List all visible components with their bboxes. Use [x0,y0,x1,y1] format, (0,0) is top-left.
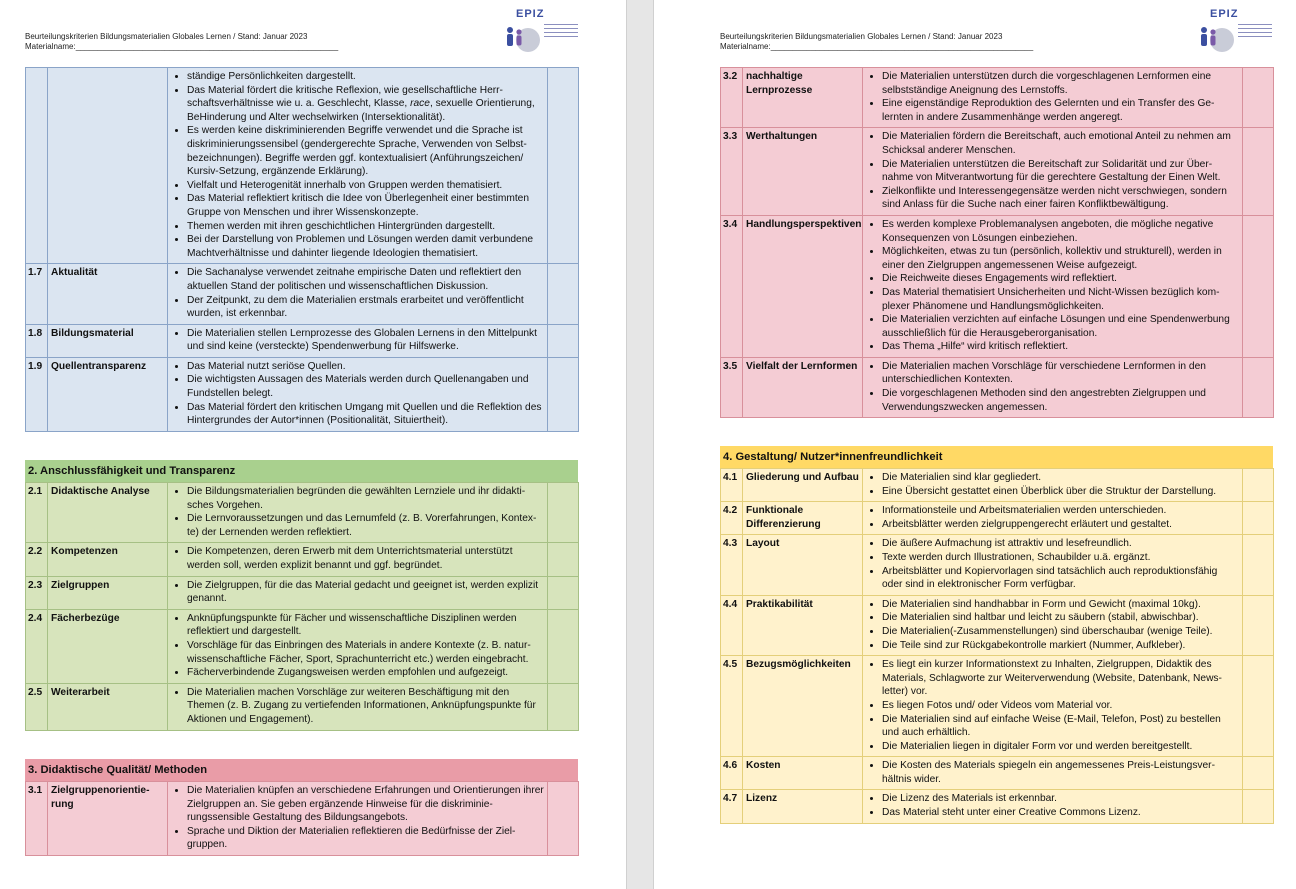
rating-cell[interactable] [548,357,579,431]
criterion-description [863,68,1243,128]
criterion-bullet: • ständige Persönlichkeiten dargestellt. [187,70,544,84]
criterion-bullet: • Die Materialien machen Vorschläge zur weiteren Beschäftigung mit den Themen (z. B. Zugang zu vertiefenden Informationen, Anknüpfungspunkte für Aktionen und Engagement). [187,686,544,727]
criterion-description [863,357,1243,417]
criterion-number: 4.4 [721,595,743,655]
criterion-name: Weiterarbeit [48,683,168,730]
criterion-row [26,357,579,431]
criterion-bullet: • Die Materialien sind handhabbar in Form und Gewicht (maximal 10kg). [882,598,1239,612]
criterion-name: Gliederung und Aufbau [743,469,863,502]
criterion-bullet: • Die Sachanalyse verwendet zeitnahe empirische Daten und reflektiert den aktuellen Stand der politischen und wissenschaftlichen Diskussion. [187,266,544,293]
rating-cell[interactable] [548,68,579,264]
criterion-bullet: • Arbeitsblätter werden zielgruppengerecht erläutert und gestaltet. [882,518,1239,532]
criterion-description [168,483,548,543]
criteria-table-section-4 [720,468,1274,824]
criterion-number: 1.7 [26,264,48,324]
criterion-row [721,790,1274,823]
criterion-name [48,68,168,264]
criterion-bullet: • Die Lizenz des Materials ist erkennbar. [882,792,1239,806]
criterion-name: Handlungsperspektiven [743,215,863,357]
criterion-bullet: • Die Materialien verzichten auf einfache Lösungen und eine Spendenwerbung ausschließlich für die Herausgeberorganisation. [882,313,1239,340]
page-header [720,32,1033,52]
criterion-bullet: • Eine eigenständige Reproduktion des Gelernten und ein Transfer des Gelernten in andere Zusammenhänge werden angeregt. [882,97,1239,124]
rating-cell[interactable] [1243,502,1274,535]
criterion-name: Fächerbezüge [48,609,168,683]
logo-text: EPIZ [1210,8,1239,20]
criterion-row [26,609,579,683]
criterion-description [168,357,548,431]
criterion-row [721,357,1274,417]
criterion-bullet: • Die Kompetenzen, deren Erwerb mit dem Unterrichtsmaterial unterstützt werden soll, werden explizit benannt und ggf. begründet. [187,545,544,572]
rating-cell[interactable] [1243,790,1274,823]
criterion-bullet: • Anknüpfungspunkte für Fächer und wissenschaftliche Disziplinen werden reflektiert und dargestellt. [187,612,544,639]
criterion-number: 2.1 [26,483,48,543]
criterion-number: 4.2 [721,502,743,535]
criterion-bullet: • Zielkonflikte und Interessengegensätze werden nicht verschwiegen, sondern sind Anlass für die Suche nach einer fairen Konfliktbewältigung. [882,185,1239,212]
criterion-number: 3.2 [721,68,743,128]
criterion-description [863,757,1243,790]
criterion-description [168,324,548,357]
rating-cell[interactable] [1243,469,1274,502]
criterion-bullet: • Fächerverbindende Zugangsweisen werden empfohlen und aufgezeigt. [187,666,544,680]
criterion-description [168,683,548,730]
criterion-description [863,535,1243,595]
criterion-bullet: • Die Materialien unterstützen durch die vorgeschlagenen Lernformen eine selbstständige Aneignung des Lernstoffs. [882,70,1239,97]
criteria-table-section-3-left [25,781,579,856]
rating-cell[interactable] [548,264,579,324]
criterion-bullet: • Informationsteile und Arbeitsmaterialien werden unterschieden. [882,504,1239,518]
criterion-name: Funktionale Differenzierung [743,502,863,535]
criterion-bullet: • Das Material reflektiert kritisch die Idee von Überlegenheit einer bestimmten Gruppe von Menschen und ihrer Wissenskonzepte. [187,192,544,219]
document-page-left [0,0,626,889]
criterion-bullet: • Arbeitsblätter und Kopiervorlagen sind tatsächlich auch reproduktionsfähig oder sind in elektronischer Form verfügbar. [882,565,1239,592]
material-name-line: Materialname:___________________________________________________________ [720,42,1034,51]
criterion-description [863,502,1243,535]
criterion-row [721,128,1274,216]
criterion-bullet: • Die Materialien sind haltbar und leicht zu säubern (stabil, abwischbar). [882,611,1239,625]
rating-cell[interactable] [548,483,579,543]
criterion-name: Kosten [743,757,863,790]
criterion-description [863,128,1243,216]
rating-cell[interactable] [1243,595,1274,655]
criterion-bullet: • Die wichtigsten Aussagen des Materials werden durch Quellenangaben und Fundstellen belegt. [187,373,544,400]
criterion-number: 4.3 [721,535,743,595]
criterion-row [721,68,1274,128]
rating-cell[interactable] [1243,68,1274,128]
criterion-name: Bezugsmöglichkeiten [743,656,863,757]
people-globe-icon [1196,20,1236,54]
criterion-name: Layout [743,535,863,595]
criterion-description [863,595,1243,655]
criterion-bullet: • Es liegt ein kurzer Informationstext zu Inhalten, Zielgruppen, Didaktik des Materials, Schlagworte zur Weiterverwendung (Website, Datenbank, Newsletter) vor. [882,658,1239,699]
criterion-row [721,469,1274,502]
logo-tagline [1238,24,1272,40]
criterion-bullet: • Sprache und Diktion der Materialien reflektieren die Bedürfnisse der Zielgruppen. [187,825,544,852]
criterion-bullet: • Vielfalt und Heterogenität innerhalb von Gruppen werden thematisiert. [187,179,544,193]
criterion-row [721,502,1274,535]
rating-cell[interactable] [1243,757,1274,790]
criterion-bullet: • Die vorgeschlagenen Methoden sind den angestrebten Zielgruppen und Verwendungszwecken angemessen. [882,387,1239,414]
criterion-number: 3.5 [721,357,743,417]
criterion-number: 1.9 [26,357,48,431]
criterion-number: 2.4 [26,609,48,683]
people-globe-icon [502,20,542,54]
criterion-number: 2.3 [26,576,48,609]
criterion-row [26,264,579,324]
logo-tagline [544,24,578,40]
criterion-bullet: • Die äußere Aufmachung ist attraktiv und lesefreundlich. [882,537,1239,551]
criterion-name: Vielfalt der Lernformen [743,357,863,417]
criterion-bullet: • Eine Übersicht gestattet einen Überblick über die Struktur der Darstellung. [882,485,1239,499]
criterion-bullet: • Die Materialien liegen in digitaler Form vor und werden bereitgestellt. [882,740,1239,754]
criterion-bullet: • Das Material fördert den kritischen Umgang mit Quellen und die Reflektion des Hintergrundes der Autor*innen (Positionalität, Situiertheit). [187,401,544,428]
criterion-number: 4.7 [721,790,743,823]
criterion-bullet: • Die Materialien sind klar gegliedert. [882,471,1239,485]
criterion-bullet: • Es werden komplexe Problemanalysen angeboten, die mögliche negative Konsequenzen von Lösungen einbeziehen. [882,218,1239,245]
rating-cell[interactable] [1243,128,1274,216]
rating-cell[interactable] [1243,357,1274,417]
criterion-bullet: • Die Materialien machen Vorschläge für verschiedene Lernformen in den unterschiedlichen Kontexten. [882,360,1239,387]
criterion-description [168,782,548,856]
criterion-name: Quellentransparenz [48,357,168,431]
criterion-bullet: • Die Teile sind zur Rückgabekontrolle markiert (Nummer, Aufkleber). [882,639,1239,653]
criterion-row [26,782,579,856]
logo-text: EPIZ [516,8,545,20]
criterion-bullet: • Die Kosten des Materials spiegeln ein angemessenes Preis-Leistungsverhältnis wider. [882,759,1239,786]
rating-cell[interactable] [1243,535,1274,595]
criterion-description [863,215,1243,357]
criterion-bullet: • Die Materialien knüpfen an verschiedene Erfahrungen und Orientierungen ihrer Zielgruppen an. Sie geben ergänzende Hinweise für die diskriminierungssensible Gestaltung des Bildungsangebots. [187,784,544,825]
criterion-bullet: • Die Materialien(-Zusammenstellungen) sind überschaubar (wenige Teile). [882,625,1239,639]
criterion-bullet: • Die Materialien sind auf einfache Weise (E-Mail, Telefon, Post) zu bestellen und auch erhältlich. [882,713,1239,740]
rating-cell[interactable] [548,576,579,609]
criterion-name: Lizenz [743,790,863,823]
rating-cell[interactable] [1243,656,1274,757]
criterion-name: Aktualität [48,264,168,324]
criterion-name: Bildungsmaterial [48,324,168,357]
criterion-name: Didaktische Analyse [48,483,168,543]
criterion-description [168,543,548,576]
criterion-name: Praktikabilität [743,595,863,655]
criterion-number: 2.5 [26,683,48,730]
criterion-bullet: • Das Thema „Hilfe“ wird kritisch reflektiert. [882,340,1239,354]
criterion-row [721,215,1274,357]
criterion-row [26,543,579,576]
criterion-number: 4.6 [721,757,743,790]
epiz-logo [1196,8,1272,56]
criterion-row [26,683,579,730]
criterion-bullet: • Möglichkeiten, etwas zu tun (persönlich, kollektiv und strukturell), werden in einer den Zielgruppen angemessenen Weise aufgezeigt. [882,245,1239,272]
criterion-number: 4.5 [721,656,743,757]
criterion-bullet: • Die Bildungsmaterialien begründen die gewählten Lernziele und ihr didaktisches Vorgehen. [187,485,544,512]
criterion-description [168,68,548,264]
criteria-table-section-3-right [720,67,1274,418]
criterion-bullet: • Themen werden mit ihren geschichtlichen Hintergründen dargestellt. [187,220,544,234]
criterion-name: nachhaltige Lernprozesse [743,68,863,128]
page-header [25,32,338,52]
criterion-number [26,68,48,264]
criterion-bullet: • Die Materialien fördern die Bereitschaft, auch emotional Anteil zu nehmen am Schicksal anderer Menschen. [882,130,1239,157]
criterion-bullet: • Die Reichweite dieses Engagements wird reflektiert. [882,272,1239,286]
section-4-heading: 4. Gestaltung/ Nutzer*innenfreundlichkeit [720,446,1273,468]
criterion-bullet: • Die Materialien stellen Lernprozesse des Globalen Lernens in den Mittelpunkt und sind keine (versteckte) Spendenwerbung für Hilfswerke. [187,327,544,354]
criterion-bullet: • Das Material nutzt seriöse Quellen. [187,360,544,374]
criterion-name: Zielgruppen [48,576,168,609]
criterion-row [721,656,1274,757]
rating-cell[interactable] [548,609,579,683]
criterion-number: 2.2 [26,543,48,576]
criterion-row [721,757,1274,790]
criterion-description [168,576,548,609]
criterion-number: 4.1 [721,469,743,502]
rating-cell[interactable] [548,543,579,576]
rating-cell[interactable] [548,683,579,730]
criterion-number: 3.3 [721,128,743,216]
section-2-heading: 2. Anschlussfähigkeit und Transparenz [25,460,578,482]
criterion-bullet: • Es liegen Fotos und/ oder Videos vom Material vor. [882,699,1239,713]
criterion-number: 3.4 [721,215,743,357]
criterion-bullet: • Bei der Darstellung von Problemen und Lösungen werden damit verbundene Machtverhältnisse und dahinter liegende Ideologien thematisiert. [187,233,544,260]
criterion-number: 1.8 [26,324,48,357]
criterion-bullet: • Die Materialien unterstützen die Bereitschaft zur Solidarität und zur Übernahme von Mitverantwortung für die gerechtere Gestaltung der Einen Welt. [882,158,1239,185]
page-gap [626,0,654,889]
rating-cell[interactable] [548,782,579,856]
criterion-row [26,324,579,357]
criterion-number: 3.1 [26,782,48,856]
document-title: Beurteilungskriterien Bildungsmaterialien Globales Lernen / Stand: Januar 2023 [25,32,308,41]
rating-cell[interactable] [1243,215,1274,357]
material-name-line: Materialname:___________________________________________________________ [25,42,339,51]
criterion-bullet: • Texte werden durch Illustrationen, Schaubilder u.ä. ergänzt. [882,551,1239,565]
epiz-logo [502,8,578,56]
document-page-right [654,0,1296,889]
criterion-bullet: • Das Material thematisiert Unsicherheiten und Nicht-Wissen bezüglich komplexer Phänomene und Handlungsmöglichkeiten. [882,286,1239,313]
criterion-description [168,264,548,324]
criteria-table-section-1 [25,67,579,432]
criterion-name: Zielgruppenorientierung [48,782,168,856]
criterion-description [168,609,548,683]
criterion-bullet: • Der Zeitpunkt, zu dem die Materialien erstmals erarbeitet und veröffentlicht wurden, ist erkennbar. [187,294,544,321]
criterion-bullet: • Das Material steht unter einer Creative Commons Lizenz. [882,806,1239,820]
criterion-description [863,790,1243,823]
criterion-row [26,483,579,543]
criterion-name: Kompetenzen [48,543,168,576]
criterion-bullet: • Die Lernvoraussetzungen und das Lernumfeld (z. B. Vorerfahrungen, Kontexte) der Lernenden werden reflektiert. [187,512,544,539]
criterion-description [863,656,1243,757]
criterion-bullet: • Es werden keine diskriminierenden Begriffe verwendet und die Sprache ist diskriminierungssensibel (gendergerechte Sprache, Verwenden von Selbstbezeichnungen). Begriffe werden ggf. kontextualisiert (Anführungszeichen/ Kursiv-Setzung, ergänzende Erklärung). [187,124,544,178]
criterion-name: Werthaltungen [743,128,863,216]
criterion-row [721,595,1274,655]
criterion-description [863,469,1243,502]
section-3-heading: 3. Didaktische Qualität/ Methoden [25,759,578,781]
criterion-row [721,535,1274,595]
criterion-bullet: • Vorschläge für das Einbringen des Materials in andere Kontexte (z. B. naturwissenschaftliche Fächer, Sport, Sprachunterricht etc.) werden eingebracht. [187,639,544,666]
criteria-table-section-2 [25,482,579,731]
document-title: Beurteilungskriterien Bildungsmaterialien Globales Lernen / Stand: Januar 2023 [720,32,1003,41]
criterion-row [26,68,579,264]
rating-cell[interactable] [548,324,579,357]
criterion-row [26,576,579,609]
criterion-bullet: • Die Zielgruppen, für die das Material gedacht und geeignet ist, werden explizit genannt. [187,579,544,606]
criterion-bullet: • Das Material fördert die kritische Reflexion, wie gesellschaftliche Herrschaftsverhältnisse wie u. a. Geschlecht, Klasse, race, sexuelle Orientierung, BeHinderung und Alter wechselwirken (Intersektionalität). [187,84,544,125]
